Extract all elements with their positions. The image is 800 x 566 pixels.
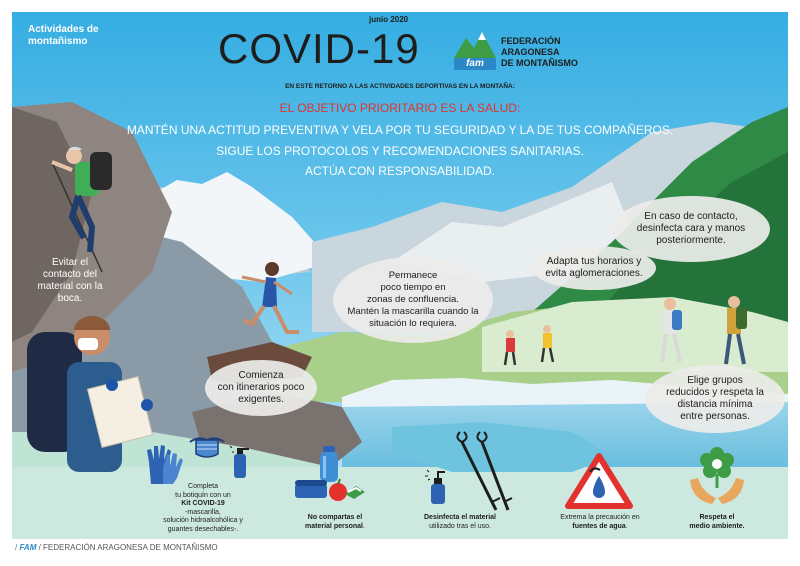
lunchbox-icon (294, 478, 328, 500)
category-label: Actividades de montañismo (28, 24, 99, 47)
message-line-3: ACTÚA CON RESPONSABILIDAD. (304, 164, 496, 178)
page-title: COVID-19 (218, 25, 420, 72)
date-label: junio 2020 (369, 15, 409, 24)
caption-kit-pre: Completa tu botiquín con un (175, 483, 231, 499)
caption-share-post: . (363, 522, 365, 530)
message-line-1: MANTÉN UNA ACTITUD PREVENTIVA Y VELA POR TU SEGURIDAD Y LA DE TUS COMPAÑEROS. (126, 123, 674, 137)
caption-kit (143, 483, 263, 534)
caption-environment-bold: Respeta el medio ambiente. (689, 514, 745, 530)
tissues-icon (344, 482, 366, 500)
caption-water-bold: fuentes de agua (572, 522, 626, 530)
mask-icon (188, 434, 226, 460)
trekking-poles-icon (452, 428, 514, 512)
caption-environment (672, 514, 762, 531)
plant-in-hands-icon (682, 440, 752, 512)
message-line-2: SIGUE LOS PROTOCOLOS Y RECOMENDACIONES SANITARIAS. (216, 144, 584, 158)
footer-federation: / FEDERACIÓN ARAGONESA DE MONTAÑISMO (38, 543, 218, 552)
tip-contact-text: En caso de contacto, desinfecta cara y manos posteriormente. (636, 211, 746, 246)
caption-water-pre: Extrema la precaución en (560, 514, 640, 521)
footer (15, 543, 218, 552)
sanitizer-spray-icon (228, 444, 252, 480)
fam-logo-text: fam (466, 58, 484, 69)
spray-bottle-icon (425, 466, 451, 506)
tip-schedules-bubble (532, 246, 656, 290)
tip-confluence-text: Permanece poco tiempo en zonas de confluencia. Mantén la mascarilla cuando la situación lo requiera. (347, 270, 479, 329)
caption-share (285, 514, 385, 531)
tip-schedules-text: Adapta tus horarios y evita aglomeraciones. (545, 256, 643, 279)
caption-disinfect (405, 514, 515, 531)
caption-water (545, 514, 655, 531)
tip-small-groups-bubble (645, 365, 785, 433)
caption-disinfect-bold: Desinfecta el material (424, 514, 496, 521)
tip-easy-routes-bubble (205, 360, 317, 416)
intro-text: EN ESTE RETORNO A LAS ACTIVIDADES DEPORTIVAS EN LA MONTAÑA: (285, 83, 515, 90)
fam-logo (452, 28, 498, 72)
water-warning-sign-icon (564, 452, 634, 510)
tip-avoid-mouth-contact: Evitar el contacto del material con la boca. (37, 257, 103, 304)
footer-slash: / (15, 543, 18, 552)
tip-easy-routes-text: Comienza con itinerarios poco exigentes. (217, 370, 305, 405)
caption-kit-post: -mascarilla, solución hidroalcohólica y guantes desechables-. (163, 508, 243, 533)
objective-text: EL OBJETIVO PRIORITARIO ES LA SALUD: (279, 101, 521, 115)
gloves-icon (143, 440, 185, 486)
footer-fam: FAM (19, 543, 37, 552)
caption-disinfect-post: utilizado tras el uso. (429, 522, 491, 530)
tip-small-groups-text: Elige grupos reducidos y respeta la distancia mínima entre personas. (666, 375, 764, 422)
tip-confluence-bubble (333, 257, 493, 343)
federation-name: FEDERACIÓN ARAGONESA DE MONTAÑISMO (501, 36, 578, 68)
caption-kit-bold: Kit COVID-19 (181, 500, 225, 507)
caption-share-bold: No compartas el material personal (305, 514, 363, 530)
caption-water-post: . (625, 522, 628, 530)
